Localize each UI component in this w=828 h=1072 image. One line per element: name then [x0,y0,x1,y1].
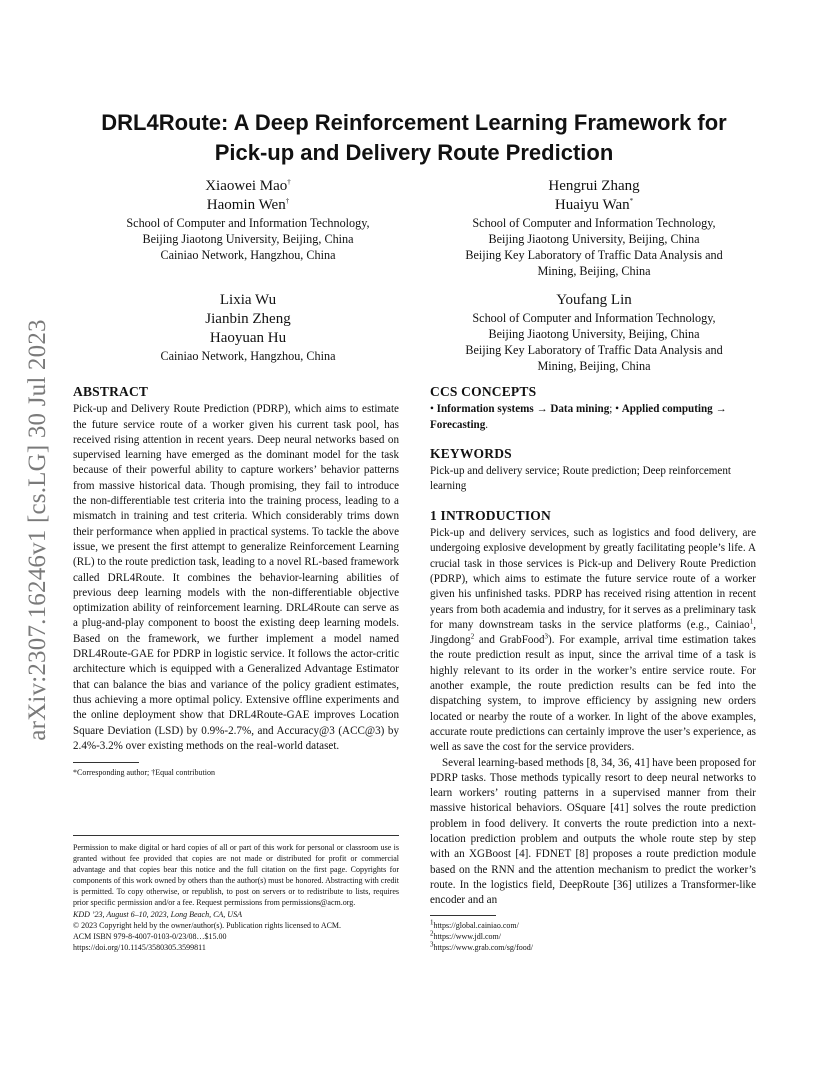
left-column [73,384,399,778]
author-name: Huaiyu Wan* [554,197,634,213]
title-line-2: Pick-up and Delivery Route Prediction [214,140,614,165]
footnote-2: $^2$https://www.jdl.com/ [430,928,501,941]
permission-block [73,835,399,953]
abstract-heading: ABSTRACT [73,384,149,399]
paper-title [80,108,748,168]
author-name: Xiaowei Mao† [205,178,291,194]
abstract-text: Pick-up and Delivery Route Prediction (PDRP), which aims to estimate the future service route of a worker given his current task pool, has received rising attention in recent years. Deep neural networks based on supervised learning have emerged as the dominant model for the task because of their powerful ability to capture workers’ behavior patterns from massive historical data. Though promising, they fail to introduce the non-differentiable test criteria into the training process, leading to a mismatch in training and test criteria. Which considerably trims down their performance when applied in practical systems. To tackle the above issue, we present the first attempt to generalize Reinforcement Learning (RL) to the route prediction task, leading to a novel RL-based framework called DRL4Route. It combines the behavior-learning abilities of previous deep learning models with the non-differentiable objective optimization ability of reinforcement learning. DRL4Route can serve as a plug-and-play component to boost the existing deep learning models. Based on the framework, we further implement a model named DRL4Route-GAE for PDRP in logistic service. It follows the actor-critic architecture which is equipped with a Generalized Advantage Estimator that can balance the bias and variance of the policy gradient estimates, thus achieving a more optimal policy. Extensive offline experiments and the online deployment show that DRL4Route-GAE improves Location Square Deviation (LSD) by 0.9%-2.7%, and Accuracy@3 (ACC@3) by 2.4%-3.2% over existing methods on the real-world dataset. [73,403,399,752]
author-name: Haoyuan Hu [209,330,287,346]
footnote-link[interactable]: https://www.grab.com/sg/food/ [433,942,533,952]
author-name: Lixia Wu [219,292,277,308]
author-affiliation: Cainiao Network, Hangzhou, China [160,349,336,363]
intro-paragraph-1: Pick-up and delivery services, such as logistics and food delivery, are undergoing explosive development by greatly facilitating people’s life. A crucial task in those services is Pick-up and Delivery Route Prediction (PDRP), which aims to estimate the future service route of a worker given his unfinished tasks. PDRP has received rising attention in recent years from both academia and industry, for it serves as a preliminary task for many downstream tasks in the service platforms (e.g., Cainiao$^1$, Jingdong$^2$ and GrabFood$^3$). For example, arrival time estimation takes the route prediction result as input, since the arrival time of a task is highly relevant to its order in the worker’s entire service route. For another example, the route prediction results can be fed into the dispatching system, to improve efficiency by assigning new orders located or nearby the route of a worker. In light of the above examples, accurate route predictions can certainly improve the user’s experience, as well as save the cost for the service providers. [430,527,756,754]
introduction-heading: 1 INTRODUCTION [430,507,551,523]
author-affiliation: Beijing Key Laboratory of Traffic Data Analysis and [465,248,723,262]
author-affiliation: School of Computer and Information Technology, [126,216,370,230]
author-affiliation: Mining, Beijing, China [537,264,651,278]
author-name: Haomin Wen† [206,197,290,213]
keywords-text: Pick-up and delivery service; Route prediction; Deep reinforcement learning [430,465,731,493]
author-group-3 [88,291,408,364]
author-group-1 [88,177,408,263]
author-name: Hengrui Zhang [548,178,640,194]
corresponding-author-note: *Corresponding author; †Equal contribution [73,768,215,778]
author-affiliation: School of Computer and Information Technology, [472,216,716,230]
conference-info: KDD ’23, August 6–10, 2023, Long Beach, CA, USA [73,909,242,919]
author-affiliation: Beijing Jiaotong University, Beijing, China [488,327,700,341]
footnote-3: $^3$https://www.grab.com/sg/food/ [430,939,533,952]
intro-paragraph-2: Several learning-based methods [8, 34, 36, 41] have been proposed for PDRP tasks. Those methods typically resort to deep neural networks to learn workers’ routing patterns in a supervised manner from their massive historical behaviors. OSquare [41] solves the route prediction problem in food delivery. It converts the route prediction into a next-location prediction problem and outputs the whole route step by step with an XGBoost [4]. FDNET [8] proposes a route prediction module based on the RNN and the attention mechanism to predict the worker’s route. In the logistics field, DeepRoute [36] utilizes a Transformer-like encoder and an [430,756,756,907]
author-name: Youfang Lin [556,292,632,308]
title-line-1: DRL4Route: A Deep Reinforcement Learning Framework for [101,110,727,135]
permission-text: Permission to make digital or hard copies of all or part of this work for personal or classroom use is granted without fee provided that copies are not made or distributed for profit or commercial advantage and that copies bear this notice and the full citation on the first page. Copyrights for components of this work owned by others than the author(s) must be honored. Abstracting with credit is permitted. To copy otherwise, or republish, to post on servers or to redistribute to lists, requires prior specific permission and/or a fee. Request permissions from permissions@acm.org. [73,843,399,908]
permission-rule [73,835,399,836]
copyright-line: © 2023 Copyright held by the owner/author(s). Publication rights licensed to ACM. [73,920,342,930]
right-column [430,384,756,953]
footnote-rule [73,762,139,763]
isbn-line: ACM ISBN 979-8-4007-0103-0/23/08…$15.00 [73,931,227,941]
arxiv-identifier: arXiv:2307.16246v1 [cs.LG] 30 Jul 2023 [24,319,51,741]
author-group-2 [420,177,768,279]
footnote-1: $^1$https://global.cainiao.com/ [430,917,519,930]
ccs-heading: CCS CONCEPTS [430,384,537,399]
footnote-rule [430,915,496,916]
author-affiliation: Beijing Jiaotong University, Beijing, China [142,232,354,246]
ccs-item-information-systems: Information systems → Data mining [436,403,610,416]
footnote-link[interactable]: https://www.jdl.com/ [433,931,501,941]
arxiv-side-label [16,300,60,760]
keywords-heading: KEYWORDS [430,445,512,461]
author-group-4 [420,291,768,374]
author-affiliation: School of Computer and Information Technology, [472,311,716,325]
ccs-text: • Information systems → Data mining; • Applied computing → Forecasting. [430,403,727,431]
doi-link[interactable]: https://doi.org/10.1145/3580305.3599811 [73,942,206,952]
author-affiliation: Mining, Beijing, China [537,359,651,373]
author-affiliation: Beijing Jiaotong University, Beijing, China [488,232,700,246]
author-name: Jianbin Zheng [205,311,291,327]
author-affiliation: Beijing Key Laboratory of Traffic Data Analysis and [465,343,723,357]
ccs-item-applied-computing: Applied computing → Forecasting [430,403,727,431]
footnote-link[interactable]: https://global.cainiao.com/ [433,920,519,930]
author-affiliation: Cainiao Network, Hangzhou, China [160,248,336,262]
